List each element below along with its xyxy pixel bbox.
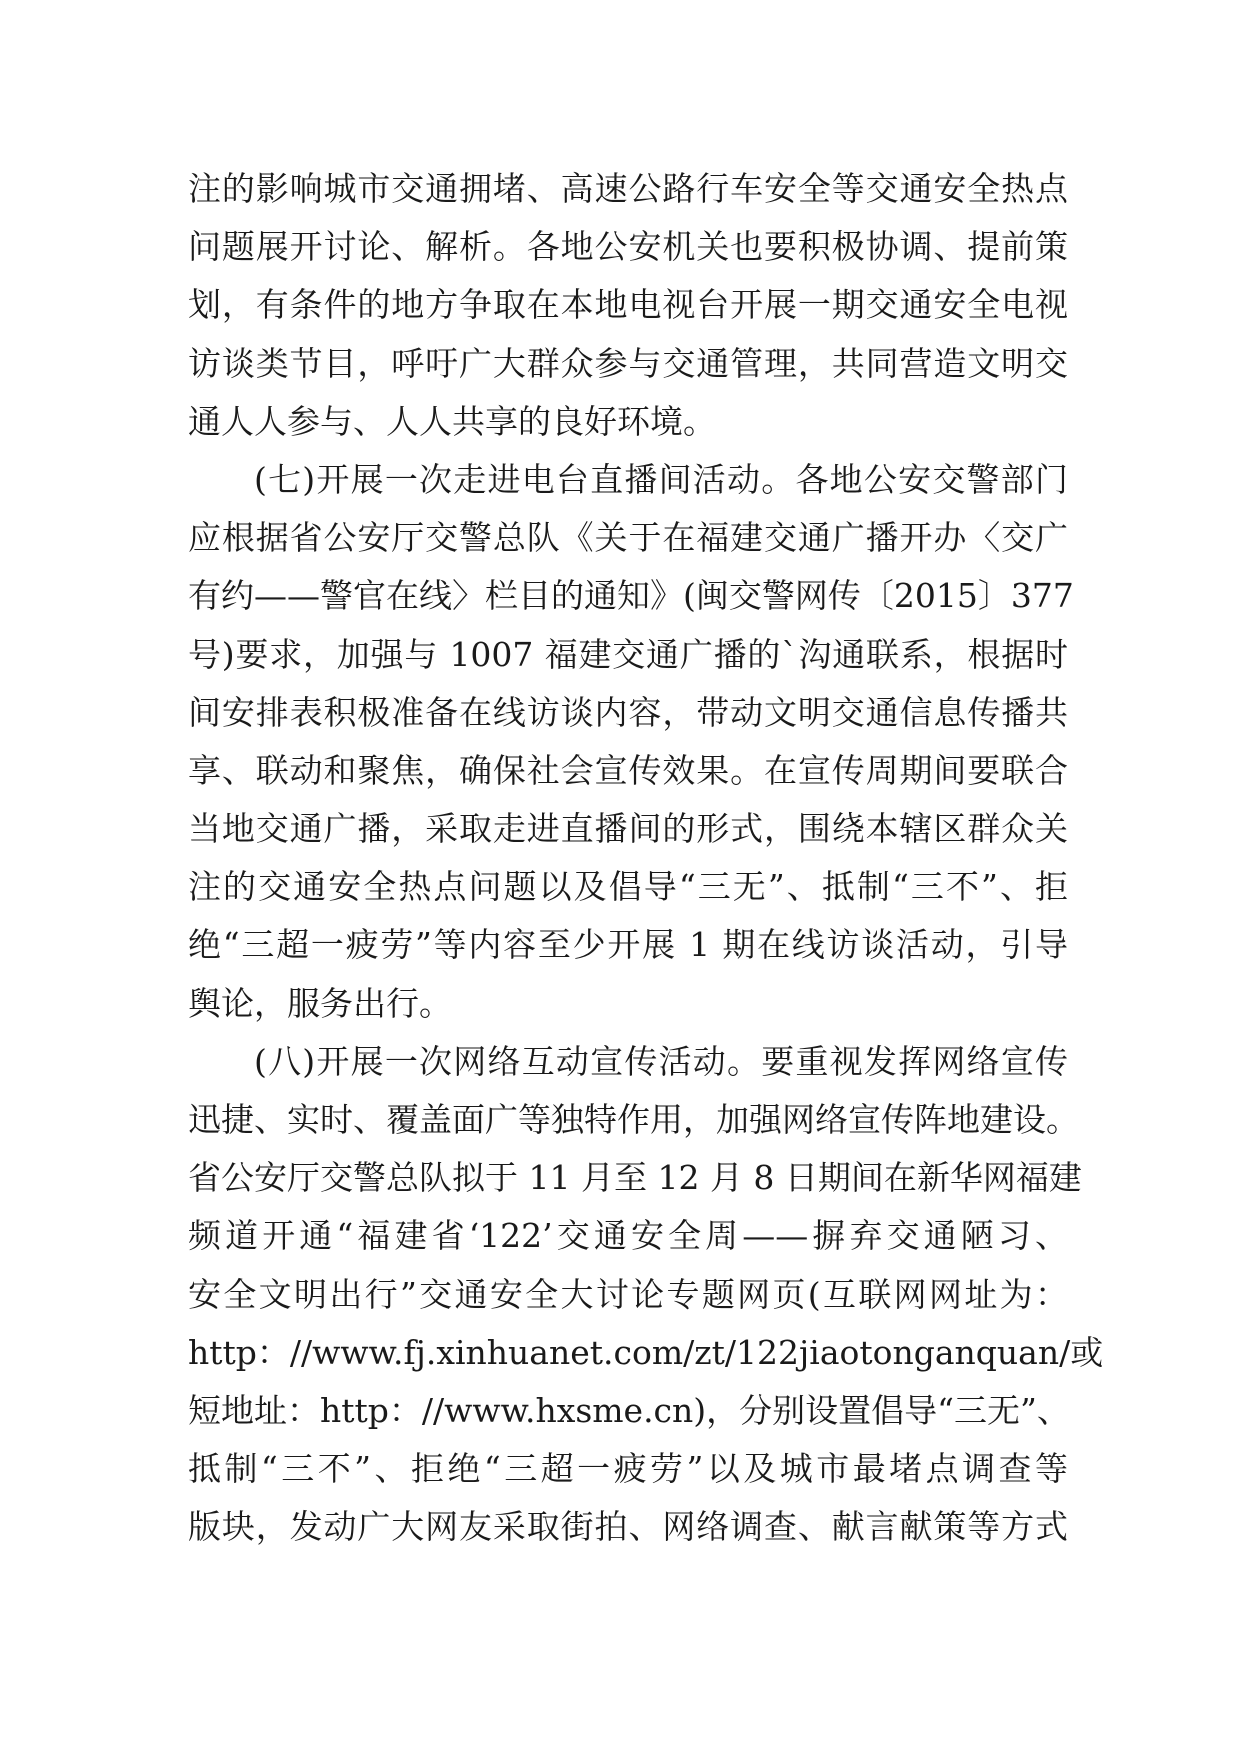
text-line-6: (七)开展一次走进电台直播间活动。各地公安交警部门 [254,459,1068,499]
text-line-23: 抵制“三不”、拒绝“三超一疲劳”以及城市最堵点调查等 [188,1449,1068,1489]
text-line-7: 应根据省公安厅交警总队《关于在福建交通广播开办〈交广 [188,518,1068,558]
text-line-20: 安全文明出行”交通安全大讨论专题网页(互联网网址为： [188,1274,1068,1314]
text-line-14: 绝“三超一疲劳”等内容至少开展 1 期在线访谈活动，引导 [188,925,1068,965]
text-line-1: 注的影响城市交通拥堵、高速公路行车安全等交通安全热点 [188,169,1068,208]
text-line-22: 短地址：http：//www.hxsme.cn)，分别设置倡导“三无”、 [188,1390,1070,1430]
text-line-3: 划，有条件的地方争取在本地电视台开展一期交通安全电视 [188,285,1068,325]
text-line-5: 通人人参与、人人共享的良好环境。 [188,401,716,441]
text-line-18: 省公安厅交警总队拟于 11 月至 12 月 8 日期间在新华网福建 [188,1158,1082,1198]
text-line-17: 迅捷、实时、覆盖面广等独特作用，加强网络宣传阵地建设。 [188,1100,1079,1139]
text-line-12: 当地交通广播，采取走进直播间的形式，围绕本辖区群众关 [188,809,1068,849]
body-text [188,160,1104,1557]
text-line-24: 版块，发动广大网友采取街拍、网络调查、献言献策等方式 [188,1507,1068,1547]
text-line-15: 舆论，服务出行。 [188,983,452,1023]
text-line-9: 号)要求，加强与 1007 福建交通广播的`沟通联系，根据时 [188,634,1068,674]
text-line-8: 有约——警官在线〉栏目的通知》(闽交警网传〔2015〕377 [188,576,1074,616]
text-line-13: 注的交通安全热点问题以及倡导“三无”、抵制“三不”、拒 [188,867,1068,907]
text-line-4: 访谈类节目，呼吁广大群众参与交通管理，共同营造文明交 [188,343,1068,383]
text-line-19: 频道开通“福建省‘122’交通安全周——摒弃交通陋习、 [188,1216,1068,1256]
text-line-16: (八)开展一次网络互动宣传活动。要重视发挥网络宣传 [254,1041,1068,1081]
text-line-2: 问题展开讨论、解析。各地公安机关也要积极协调、提前策 [188,227,1068,267]
text-line-10: 间安排表积极准备在线访谈内容，带动文明交通信息传播共 [188,692,1068,732]
text-line-11: 享、联动和聚焦，确保社会宣传效果。在宣传周期间要联合 [188,750,1068,790]
text-line-21: http：//www.fj.xinhuanet.com/zt/122jiaotonganquan/或 [188,1332,1104,1372]
